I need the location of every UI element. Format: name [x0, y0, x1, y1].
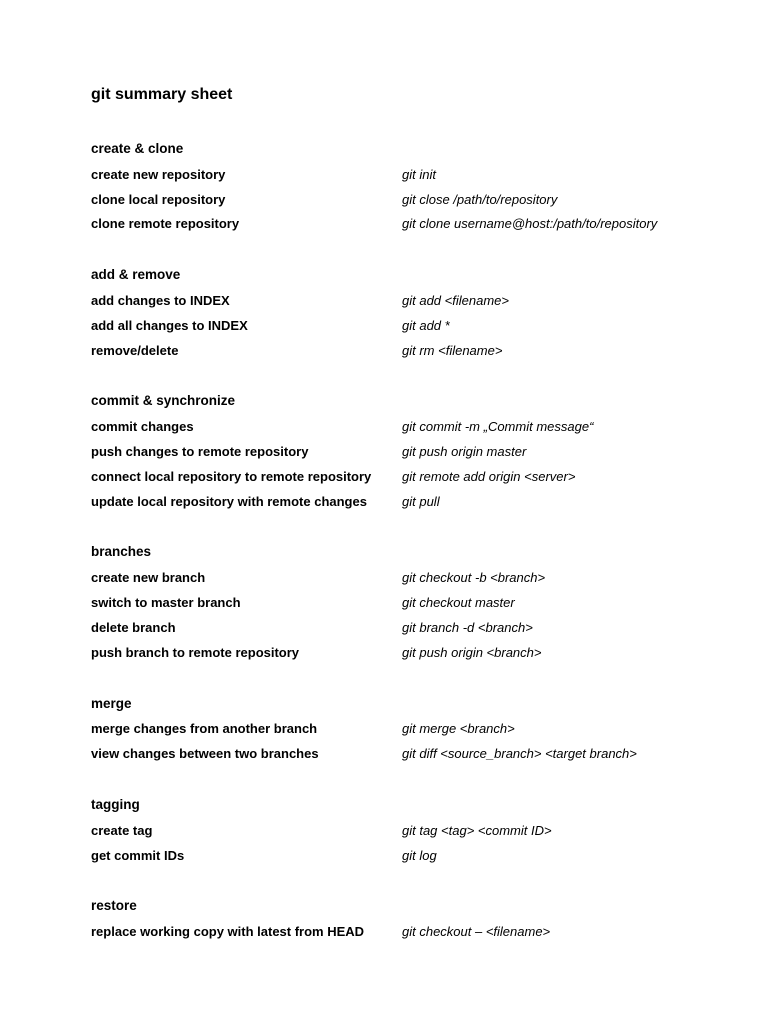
row-command: git close /path/to/repository [402, 192, 558, 207]
row-description: create new repository [91, 167, 226, 182]
row-description: push changes to remote repository [91, 444, 309, 459]
row-description: update local repository with remote changes [91, 494, 367, 509]
row-command: git branch -d <branch> [402, 620, 533, 635]
row-command: git checkout -b <branch> [402, 570, 546, 585]
row-command: git clone username@host:/path/to/repository [402, 216, 658, 231]
section-heading-merge: merge [91, 696, 132, 711]
row-command: git checkout master [402, 595, 515, 610]
row-description: connect local repository to remote repository [91, 469, 372, 484]
page-title: git summary sheet [91, 86, 233, 103]
row-description: add changes to INDEX [91, 293, 230, 308]
row-command: git checkout – <filename> [402, 924, 551, 939]
row-description: delete branch [91, 620, 176, 635]
row-command: git push origin <branch> [402, 645, 542, 660]
row-command: git push origin master [402, 444, 527, 459]
row-command: git add * [402, 318, 450, 333]
row-description: add all changes to INDEX [91, 318, 248, 333]
row-description: push branch to remote repository [91, 645, 300, 660]
section-heading-restore: restore [91, 898, 137, 913]
row-description: view changes between two branches [91, 746, 319, 761]
row-command: git rm <filename> [402, 343, 503, 358]
row-description: commit changes [91, 419, 194, 434]
row-description: get commit IDs [91, 848, 185, 863]
row-command: git log [402, 848, 437, 863]
row-description: create tag [91, 823, 153, 838]
row-command: git tag <tag> <commit ID> [402, 823, 552, 838]
row-command: git merge <branch> [402, 721, 515, 736]
row-command: git pull [402, 494, 440, 509]
row-command: git diff <source_branch> <target branch> [402, 746, 637, 761]
section-heading-commit-synchronize: commit & synchronize [91, 393, 236, 408]
row-command: git commit -m „Commit message“ [402, 419, 594, 434]
section-heading-add-remove: add & remove [91, 267, 181, 282]
row-description: remove/delete [91, 343, 179, 358]
row-description: clone remote repository [91, 216, 240, 231]
row-description: switch to master branch [91, 595, 241, 610]
row-description: merge changes from another branch [91, 721, 318, 736]
row-description: replace working copy with latest from HEAD [91, 924, 365, 939]
section-heading-branches: branches [91, 544, 152, 559]
row-command: git add <filename> [402, 293, 509, 308]
row-command: git init [402, 167, 436, 182]
row-description: create new branch [91, 570, 206, 585]
section-heading-create-clone: create & clone [91, 141, 184, 156]
row-description: clone local repository [91, 192, 226, 207]
section-heading-tagging: tagging [91, 797, 140, 812]
row-command: git remote add origin <server> [402, 469, 576, 484]
